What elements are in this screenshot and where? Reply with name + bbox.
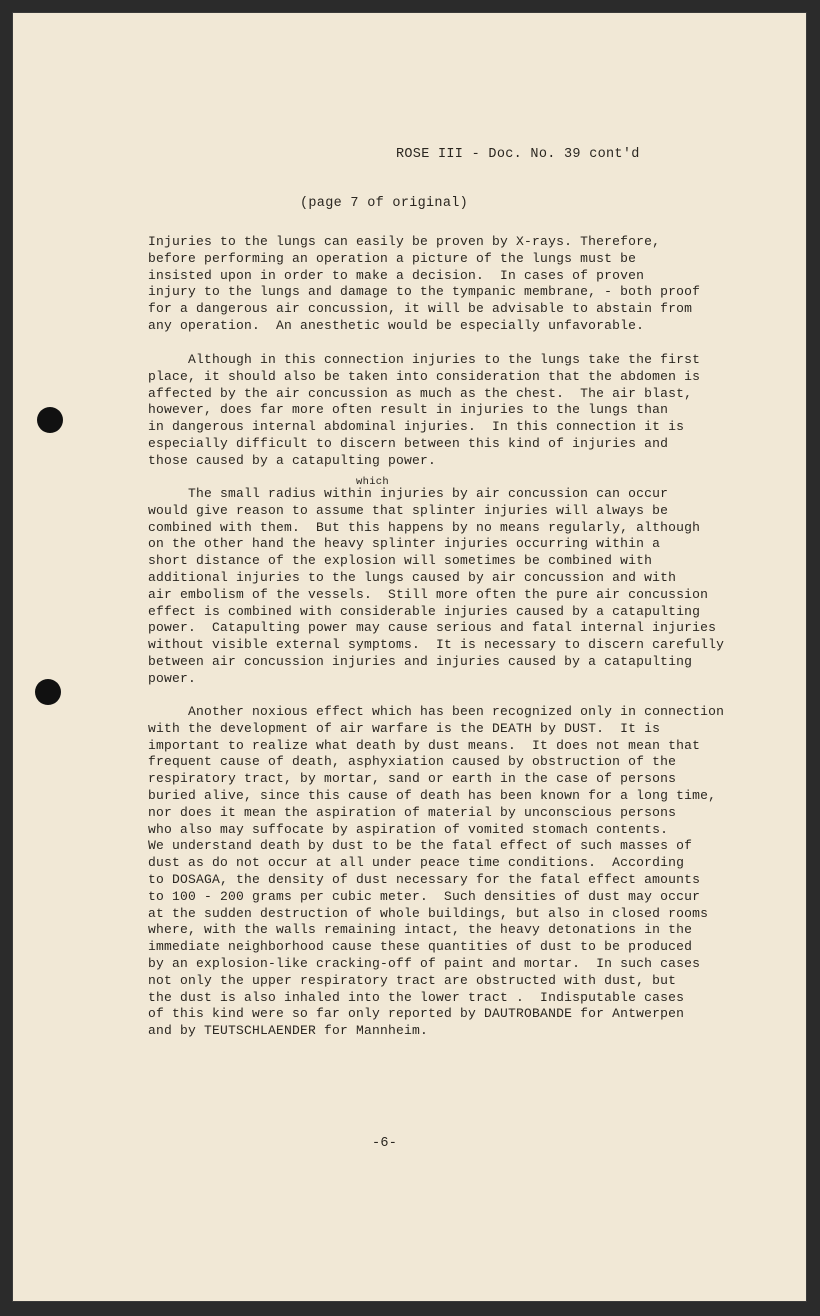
text-line: for a dangerous air concussion, it will be advisable to abstain from <box>148 301 693 317</box>
text-line: insisted upon in order to make a decision. In cases of proven <box>148 267 645 283</box>
text-line: however, does far more often result in injuries to the lungs than <box>148 402 669 418</box>
text-line: immediate neighborhood cause these quantities of dust to be produced <box>148 939 693 955</box>
text-line: to 100 - 200 grams per cubic meter. Such densities of dust may occur <box>148 888 701 904</box>
page-number: -6- <box>372 1136 398 1151</box>
text-line: where, with the walls remaining intact, the heavy detonations in the <box>148 922 693 938</box>
text-line: between air concussion injuries and injuries caused by a catapulting <box>148 653 693 669</box>
text-line: respiratory tract, by mortar, sand or earth in the case of persons <box>148 771 677 787</box>
text-line: to DOSAGA, the density of dust necessary for the fatal effect amounts <box>148 871 701 887</box>
text-line: on the other hand the heavy splinter injuries occurring within a <box>148 536 661 552</box>
paragraph-lung-injuries <box>148 234 748 335</box>
text-line: who also may suffocate by aspiration of vomited stomach contents. <box>148 821 669 837</box>
text-line: by an explosion-like cracking-off of paint and mortar. In such cases <box>148 955 701 971</box>
punch-hole <box>35 679 61 705</box>
text-line: without visible external symptoms. It is necessary to discern carefully <box>148 637 725 653</box>
text-line: The small radius within injuries by air concussion can occur <box>148 486 669 501</box>
text-line: affected by the air concussion as much as the chest. The air blast, <box>148 385 693 401</box>
text-line: and by TEUTSCHLAENDER for Mannheim. <box>148 1023 429 1039</box>
text-line: Another noxious effect which has been recognized only in connection <box>148 704 725 719</box>
text-line: not only the upper respiratory tract are obstructed with dust, but <box>148 972 677 988</box>
text-line: frequent cause of death, asphyxiation caused by obstruction of the <box>148 754 677 770</box>
text-line: important to realize what death by dust means. It does not mean that <box>148 737 701 753</box>
paragraph-splinter-injuries <box>148 486 748 688</box>
handwritten-insert: which <box>356 476 390 488</box>
paragraph-abdomen <box>148 352 748 470</box>
text-line: short distance of the explosion will sometimes be combined with <box>148 553 653 569</box>
text-line: especially difficult to discern between this kind of injuries and <box>148 435 669 451</box>
text-line: combined with them. But this happens by no means regularly, although <box>148 519 701 535</box>
text-line: dust as do not occur at all under peace time conditions. According <box>148 855 685 871</box>
punch-hole <box>37 407 63 433</box>
text-line: nor does it mean the aspiration of material by unconscious persons <box>148 804 677 820</box>
text-line: injury to the lungs and damage to the tympanic membrane, - both proof <box>148 284 701 300</box>
text-line: before performing an operation a picture of the lungs must be <box>148 250 637 266</box>
text-line: those caused by a catapulting power. <box>148 452 437 468</box>
text-line: at the sudden destruction of whole buildings, but also in closed rooms <box>148 905 709 921</box>
text-line: buried alive, since this cause of death has been known for a long time, <box>148 787 717 803</box>
text-line: the dust is also inhaled into the lower tract . Indisputable cases <box>148 989 685 1005</box>
document-header: ROSE III - Doc. No. 39 cont'd <box>396 147 640 162</box>
text-line: Injuries to the lungs can easily be proven by X-rays. Therefore, <box>148 234 661 249</box>
text-line: with the development of air warfare is the DEATH by DUST. It is <box>148 720 661 736</box>
text-line: power. Catapulting power may cause serious and fatal internal injuries <box>148 620 717 636</box>
text-line: in dangerous internal abdominal injuries. In this connection it is <box>148 419 685 435</box>
paragraph-death-by-dust <box>148 704 748 1040</box>
text-line: any operation. An anesthetic would be especially unfavorable. <box>148 317 645 333</box>
text-line: effect is combined with considerable injuries caused by a catapulting <box>148 603 701 619</box>
text-line: We understand death by dust to be the fatal effect of such masses of <box>148 838 693 854</box>
text-line: would give reason to assume that splinter injuries will always be <box>148 502 669 518</box>
text-line: of this kind were so far only reported by DAUTROBANDE for Antwerpen <box>148 1006 685 1022</box>
text-line: power. <box>148 670 197 686</box>
text-line: place, it should also be taken into consideration that the abdomen is <box>148 368 701 384</box>
page-reference: (page 7 of original) <box>300 196 469 211</box>
text-line: Although in this connection injuries to the lungs take the first <box>148 352 701 367</box>
text-line: air embolism of the vessels. Still more often the pure air concussion <box>148 586 709 602</box>
text-line: additional injuries to the lungs caused by air concussion and with <box>148 569 677 585</box>
